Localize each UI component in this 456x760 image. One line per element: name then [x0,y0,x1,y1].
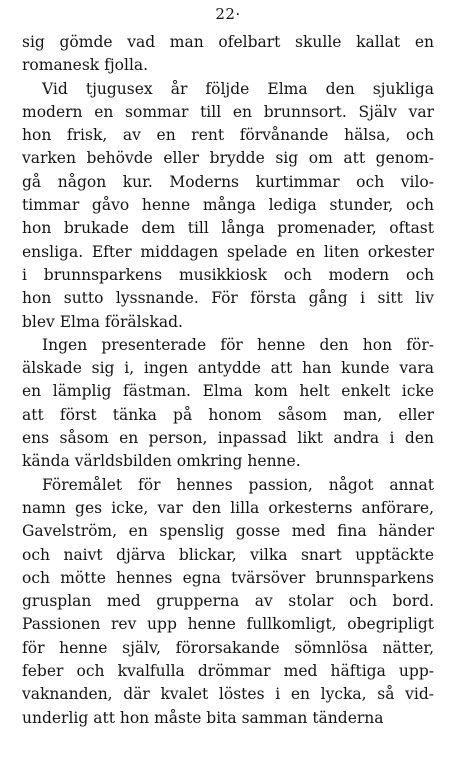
text-line: kända världsbilden omkring henne. [22,452,301,471]
text-line: sig gömde vad man ofelbart skulle kallat en [22,33,434,51]
text-line: ensliga. Efter middagen spelade en liten orkester [22,242,434,261]
text-line: Ingen presenterade för henne den hon för- [42,335,434,354]
text-line: ens såsom en person, inpassad likt andra i den [22,429,434,448]
text-line: hon sutto lyssnande. För första gång i sitt liv [22,289,434,308]
page-number: 22· [215,5,241,23]
text-line: namn ges icke, var den lilla orkesterns anförare, [22,498,434,517]
body-text [22,31,434,730]
text-line: älskade sig i, ingen antydde att han kunde vara [22,359,434,378]
text-line: för henne själv, förorsakande sömnlösa nätter, [22,638,434,657]
text-line: vaknanden, där kvalet löstes i en lycka, så vid- [22,685,434,704]
text-line: Passionen rev upp henne fullkomligt, obegripligt [22,615,434,634]
text-line: gå någon kur. Moderns kurtimmar och vilo- [22,172,434,191]
text-line: modern en sommar till en brunnsort. Själv var [22,102,434,121]
text-line: timmar gåvo henne många lediga stunder, och [22,196,434,215]
paragraph [22,334,434,474]
text-line: en lämplig fästman. Elma kom helt enkelt icke [22,382,434,401]
text-line: och mötte hennes egna tvärsöver brunnsparkens [22,568,434,587]
text-line: varken behövde eller brydde sig om att genom- [22,149,434,168]
text-line: Föremålet för hennes passion, något annat [42,475,434,494]
text-line: grusplan med grupperna av stolar och bord. [22,592,434,611]
text-line: blev Elma förälskad. [22,312,183,331]
text-line: romanesk fjolla. [22,56,149,75]
paragraph [22,474,434,730]
text-line: att först tänka på honom såsom man, eller [22,405,434,424]
paragraph [22,31,434,78]
text-line: feber och kvalfulla drömmar med häftiga upp- [22,662,434,681]
text-line: hon frisk, av en rent förvånande hälsa, och [22,126,434,145]
text-line: i brunnsparkens musikkiosk och modern och [22,265,434,284]
text-line: och naivt djärva blickar, vilka snart upptäckte [22,545,434,564]
text-line: hon brukade dem till långa promenader, oftast [22,219,434,238]
text-line: Vid tjugusex år följde Elma den sjukliga [42,79,434,98]
text-line: underlig att hon måste bita samman tänderna [22,708,384,727]
text-line: Gavelström, en spenslig gosse med fina händer [22,522,434,541]
paragraph [22,78,434,334]
